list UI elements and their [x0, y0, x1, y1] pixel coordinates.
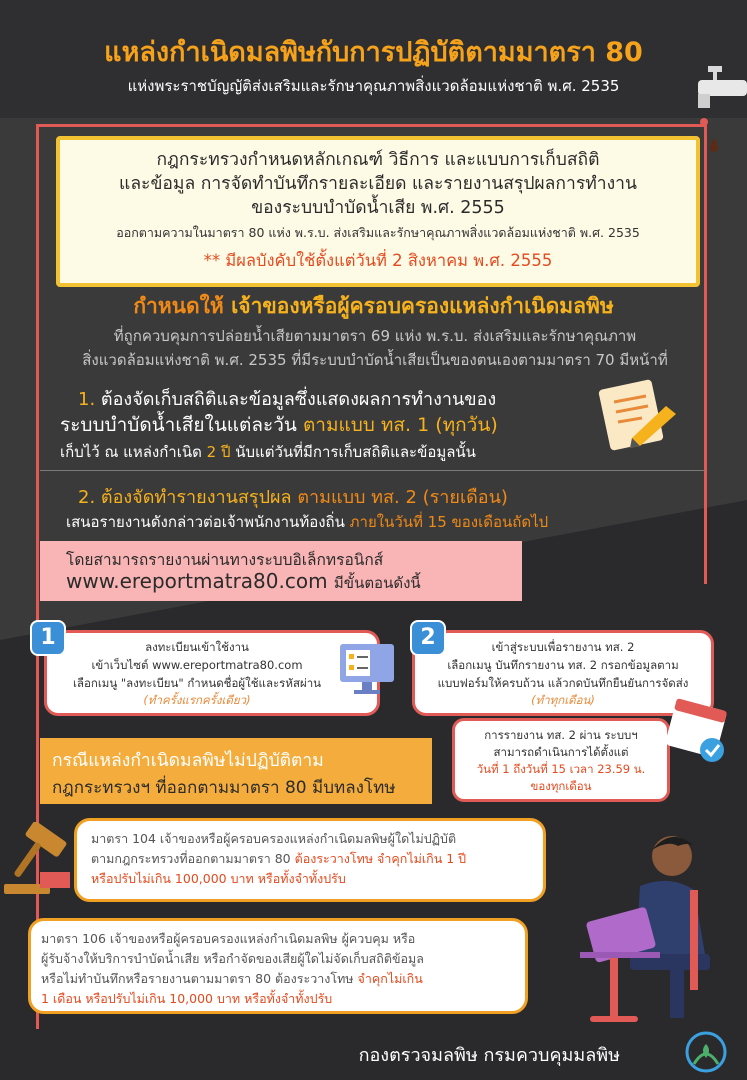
frame-top-line — [36, 124, 706, 127]
penalty-106-line3a: หรือไม่ทำบันทึกหรือรายงานตามมาตรา 80 ต้องระวางโทษ — [41, 971, 354, 986]
computer-checklist-icon — [338, 640, 398, 696]
item1-line3 — [60, 440, 476, 464]
penalty-104-line2 — [91, 849, 466, 869]
penalty-106-line3b: จำคุกไม่เกิน — [357, 971, 423, 986]
penalty-106-line2: ผู้รับจ้างให้บริการบำบัดน้ำเสีย หรือกำจัดของเสียผู้ใดไม่จัดเก็บสถิติข้อมูล — [41, 951, 424, 966]
penalty-106-line4: 1 เดือน หรือปรับไม่เกิน 10,000 บาท หรือทั้งจำทั้งปรับ — [41, 991, 333, 1006]
penalty-106-line1: มาตรา 106 เจ้าของหรือผู้ครอบครองแหล่งกำเนิดมลพิษ ผู้ควบคุม หรือ — [41, 931, 416, 946]
person-laptop-icon — [540, 830, 740, 1040]
duty-heading — [0, 290, 747, 323]
item2-line1b: ตามแบบ ทส. 2 (รายเดือน) — [297, 487, 508, 508]
warning-line2: กฎกระทรวงฯ ที่ออกตามมาตรา 80 มีบทลงโทษ — [52, 778, 396, 798]
item1-line2b: ตามแบบ ทส. 1 (ทุกวัน) — [302, 414, 498, 436]
calendar-check-icon — [666, 696, 732, 766]
regulation-line-3: ของระบบบำบัดน้ำเสีย พ.ศ. 2555 — [251, 198, 505, 218]
gavel-icon — [0, 822, 80, 902]
penalty-104-card — [74, 818, 546, 902]
penalty-104-line1: มาตรา 104 เจ้าของหรือผู้ครอบครองแหล่งกำเนิดมลพิษผู้ใดไม่ปฏิบัติ — [91, 831, 457, 846]
penalty-104-line2b: ต้องระวางโทษ จำคุกไม่เกิน 1 ปี — [294, 851, 467, 866]
regulation-line-2: และข้อมูล การจัดทำบันทึกรายละเอียด และรายงานสรุปผลการทำงาน — [119, 174, 637, 194]
deadline-line4: ของทุกเดือน — [530, 779, 592, 793]
deadline-line2: สามารถดำเนินการได้ตั้งแต่ — [493, 745, 629, 759]
duty-prefix: กำหนดให้ — [133, 294, 224, 318]
step-2-title: เข้าสู่ระบบเพื่อรายงาน ทส. 2 — [491, 640, 635, 654]
warning-bar — [40, 738, 432, 804]
step-1-line2: เข้าเว็บไซต์ www.ereportmatra80.com — [91, 658, 303, 672]
penalty-104-line3: หรือปรับไม่เกิน 100,000 บาท หรือทั้งจำทั้งปรับ — [91, 871, 346, 886]
footer-org: กองตรวจมลพิษ กรมควบคุมมลพิษ — [358, 1045, 620, 1066]
deadline-card — [452, 718, 670, 802]
duty-desc-1: ที่ถูกควบคุมการปล่อยน้ำเสียตามมาตรา 69 แห่ง พ.ร.บ. ส่งเสริมและรักษาคุณภาพ — [113, 327, 637, 345]
regulation-issued: ออกตามความในมาตรา 80 แห่ง พ.ร.บ. ส่งเสริมและรักษาคุณภาพสิ่งแวดล้อมแห่งชาติ พ.ศ. 2535 — [116, 225, 640, 240]
deadline-line3: วันที่ 1 ถึงวันที่ 15 เวลา 23.59 น. — [476, 762, 646, 776]
regulation-effective-date: ** มีผลบังคับใช้ตั้งแต่วันที่ 2 สิงหาคม พ.ศ. 2555 — [203, 251, 553, 270]
item2-line1 — [78, 482, 508, 511]
warning-line1: กรณีแหล่งกำเนิดมลพิษไม่ปฏิบัติตาม — [52, 751, 324, 771]
step-1-number: 1 — [30, 620, 66, 656]
step-1-line3: เลือกเมนู "ลงทะเบียน" กำหนดชื่อผู้ใช้และรหัสผ่าน — [72, 676, 322, 690]
page-subtitle: แห่งพระราชบัญญัติส่งเสริมและรักษาคุณภาพสิ่งแวดล้อมแห่งชาติ พ.ศ. 2535 — [127, 77, 620, 95]
page-title: แหล่งกำเนิดมลพิษกับการปฏิบัติตามมาตรา 80 — [104, 37, 643, 68]
item1-line3c: นับแต่วันที่มีการเก็บสถิติและข้อมูลนั้น — [235, 443, 476, 461]
step-1-title: ลงทะเบียนเข้าใช้งาน — [145, 640, 249, 654]
online-report-bar — [40, 541, 522, 601]
item1-line3a: เก็บไว้ ณ แหล่งกำเนิด — [60, 443, 202, 461]
penalty-106-line3 — [41, 969, 423, 989]
item1-number: 1. — [78, 389, 96, 410]
step-2-note: (ทำทุกเดือน) — [531, 693, 595, 707]
step-1-card — [44, 630, 380, 716]
item1-line1 — [78, 384, 496, 413]
step-2-number: 2 — [410, 620, 446, 656]
item2-line2a: เสนอรายงานดังกล่าวต่อเจ้าพนักงานท้องถิ่น — [66, 513, 345, 531]
online-url-row — [66, 569, 421, 595]
item1-line1-text: ต้องจัดเก็บสถิติและข้อมูลซึ่งแสดงผลการทำงานของ — [100, 389, 497, 410]
item2-line2 — [66, 510, 548, 534]
pcd-logo-icon — [684, 1030, 728, 1074]
penalty-106-card — [28, 918, 528, 1014]
deadline-line1: การรายงาน ทส. 2 ผ่าน ระบบฯ — [484, 728, 638, 742]
duty-who: เจ้าของหรือผู้ครอบครองแหล่งกำเนิดมลพิษ — [231, 294, 614, 318]
item1-line2a: ระบบบำบัดน้ำเสียในแต่ละวัน — [60, 414, 297, 436]
penalty-104-line2a: ตามกฎกระทรวงที่ออกตามมาตรา 80 — [91, 851, 291, 866]
step-1-note: (ทำครั้งแรกครั้งเดียว) — [143, 693, 251, 707]
step-2-line3: แบบฟอร์มให้ครบถ้วน แล้วกดบันทึกยืนยันการจัดส่ง — [437, 676, 689, 690]
item2-line2b: ภายในวันที่ 15 ของเดือนถัดไป — [349, 513, 549, 531]
online-suffix: มีขั้นตอนดังนี้ — [333, 574, 421, 592]
divider-1 — [40, 470, 705, 471]
duty-desc-2: สิ่งแวดล้อมแห่งชาติ พ.ศ. 2535 ที่มีระบบบำบัดน้ำเสียเป็นของตนเองตามมาตรา 70 มีหน้าที่ — [82, 351, 668, 369]
document-pencil-icon — [596, 378, 680, 452]
item1-line2 — [60, 410, 498, 440]
regulation-line-1: กฎกระทรวงกำหนดหลักเกณฑ์ วิธีการ และแบบการเก็บสถิติ — [156, 150, 600, 170]
online-url[interactable]: www.ereportmatra80.com — [66, 569, 328, 593]
item1-line3b: 2 ปี — [206, 443, 231, 461]
step-2-line2: เลือกเมนู บันทึกรายงาน ทส. 2 กรอกข้อมูลตาม — [447, 658, 679, 672]
online-line1: โดยสามารถรายงานผ่านทางระบบอิเล็กทรอนิกส์ — [66, 551, 384, 569]
item2-line1a: 2. ต้องจัดทำรายงานสรุปผล — [78, 487, 292, 508]
regulation-box — [56, 136, 700, 287]
water-tap-icon — [694, 64, 747, 160]
